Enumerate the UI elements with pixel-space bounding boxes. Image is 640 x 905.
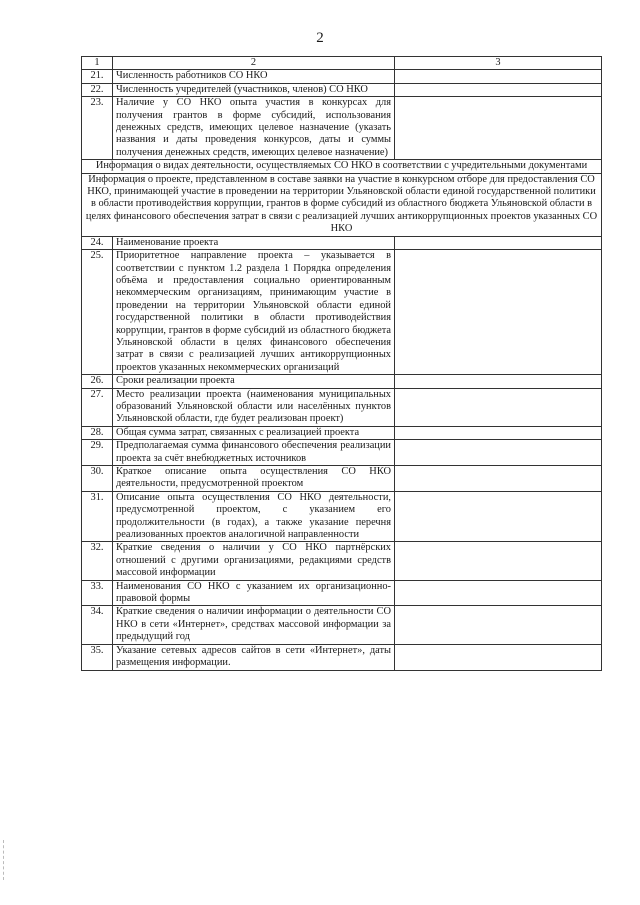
- row-label: Численность работников СО НКО: [113, 70, 395, 83]
- column-header-3: 3: [395, 57, 602, 70]
- table-row: [82, 491, 602, 542]
- row-label: Численность учредителей (участников, членов) СО НКО: [113, 83, 395, 96]
- row-label: Краткое описание опыта осуществления СО НКО деятельности, предусмотренной проектом: [113, 466, 395, 492]
- table-row: [82, 236, 602, 249]
- row-label: Наименование проекта: [113, 236, 395, 249]
- section-heading-project: Информация о проекте, представленном в составе заявки на участие в конкурсном отборе для предоставления СО НКО, принимающей участие в проведении на территории Ульяновской области единой государственной политики в области противодействия коррупции, грантов в форме субсидий из областного бюджета Ульяновской области в целях финансового обеспечения затрат в связи с реализацией лучших антикоррупционных проектов указанных СО НКО: [82, 173, 602, 236]
- row-value-cell[interactable]: [395, 440, 602, 466]
- row-value-cell[interactable]: [395, 466, 602, 492]
- row-label: Описание опыта осуществления СО НКО деятельности, предусмотренной проектом, с указанием его продолжительности (в годах), а также указание перечня реализованных проектов аналогичной направленности: [113, 491, 395, 542]
- row-number: 27.: [82, 388, 113, 426]
- row-number: 23.: [82, 97, 113, 160]
- scan-edge-mark: [3, 840, 7, 880]
- table-row: [82, 83, 602, 96]
- row-value-cell[interactable]: [395, 542, 602, 580]
- row-value-cell[interactable]: [395, 236, 602, 249]
- table-header-row: [82, 57, 602, 70]
- section-row-project: [82, 173, 602, 236]
- row-value-cell[interactable]: [395, 491, 602, 542]
- column-header-1: 1: [82, 57, 113, 70]
- row-value-cell[interactable]: [395, 388, 602, 426]
- table-row: [82, 388, 602, 426]
- table-row: [82, 97, 602, 160]
- row-label: Наименования СО НКО с указанием их организационно-правовой формы: [113, 580, 395, 606]
- row-label: Краткие сведения о наличии у СО НКО партнёрских отношений с другими организациями, редакциями средств массовой информации: [113, 542, 395, 580]
- table-row: [82, 466, 602, 492]
- row-number: 24.: [82, 236, 113, 249]
- table-row: [82, 606, 602, 644]
- section-heading-activities: Информация о видах деятельности, осуществляемых СО НКО в соответствии с учредительными документами: [82, 160, 602, 173]
- row-number: 29.: [82, 440, 113, 466]
- table-row: [82, 644, 602, 670]
- row-number: 26.: [82, 375, 113, 388]
- row-value-cell[interactable]: [395, 375, 602, 388]
- row-number: 31.: [82, 491, 113, 542]
- row-number: 33.: [82, 580, 113, 606]
- row-label: Краткие сведения о наличии информации о деятельности СО НКО в сети «Интернет», средствах массовой информации за предыдущий год: [113, 606, 395, 644]
- row-number: 32.: [82, 542, 113, 580]
- application-form-table: [81, 56, 602, 671]
- row-value-cell[interactable]: [395, 70, 602, 83]
- table-row: [82, 542, 602, 580]
- row-value-cell[interactable]: [395, 580, 602, 606]
- row-value-cell[interactable]: [395, 97, 602, 160]
- row-label: Приоритетное направление проекта – указывается в соответствии с пунктом 1.2 раздела 1 Порядка определения объёма и предоставления социально ориентированным некоммерческим организациям, принимающим участие в проведении на территории Ульяновской области единой государственной политики в области противодействия коррупции, грантов в форме субсидий из областного бюджета Ульяновской области в целях финансового обеспечения затрат в связи с реализацией лучших антикоррупционных проектов указанных некоммерческих организаций: [113, 250, 395, 375]
- row-label: Наличие у СО НКО опыта участия в конкурсах для получения грантов в форме субсидий, использования денежных средств, имеющих целевое назначение (указать названия и даты проведения конкурсов, даты и суммы получения денежных средств, имеющих целевое назначение): [113, 97, 395, 160]
- row-value-cell[interactable]: [395, 83, 602, 96]
- row-label: Общая сумма затрат, связанных с реализацией проекта: [113, 426, 395, 439]
- row-label: Место реализации проекта (наименования муниципальных образований Ульяновской области или населённых пунктов Ульяновской области, где будет реализован проект): [113, 388, 395, 426]
- table-row: [82, 440, 602, 466]
- row-number: 28.: [82, 426, 113, 439]
- table-row: [82, 426, 602, 439]
- column-header-2: 2: [113, 57, 395, 70]
- row-number: 30.: [82, 466, 113, 492]
- table-row: [82, 250, 602, 375]
- row-number: 34.: [82, 606, 113, 644]
- row-value-cell[interactable]: [395, 606, 602, 644]
- table-row: [82, 70, 602, 83]
- row-value-cell[interactable]: [395, 644, 602, 670]
- section-row-activities: [82, 160, 602, 173]
- table-row: [82, 375, 602, 388]
- row-value-cell[interactable]: [395, 426, 602, 439]
- row-number: 22.: [82, 83, 113, 96]
- row-number: 21.: [82, 70, 113, 83]
- row-label: Указание сетевых адресов сайтов в сети «Интернет», даты размещения информации.: [113, 644, 395, 670]
- row-value-cell[interactable]: [395, 250, 602, 375]
- table-row: [82, 580, 602, 606]
- page-number: 2: [316, 30, 324, 46]
- row-label: Сроки реализации проекта: [113, 375, 395, 388]
- row-number: 35.: [82, 644, 113, 670]
- row-label: Предполагаемая сумма финансового обеспечения реализации проекта за счёт внебюджетных источников: [113, 440, 395, 466]
- row-number: 25.: [82, 250, 113, 375]
